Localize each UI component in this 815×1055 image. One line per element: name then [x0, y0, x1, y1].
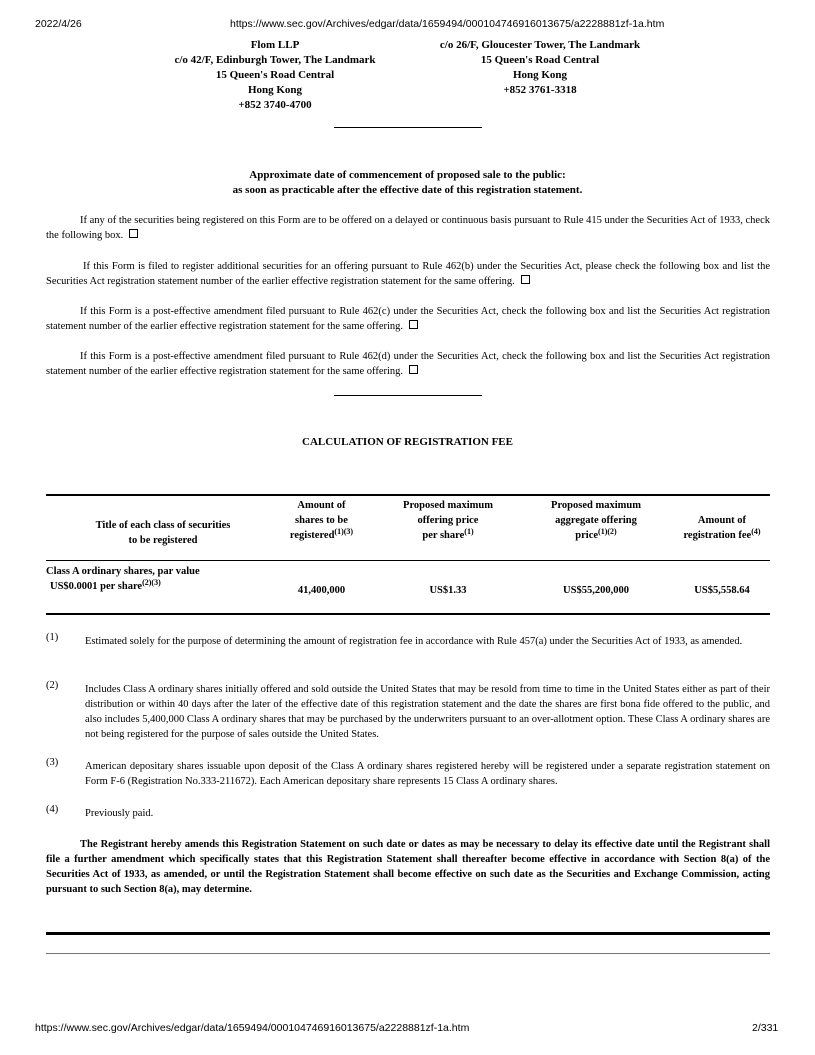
footnote-1-number: (1) — [46, 632, 59, 643]
paragraph-text: If this Form is a post-effective amendment filed pursuant to Rule 462(c) under the Securities Act, check the following box and list the Securities Act registration statement number of the earlier effective registration statement for the same offering. — [46, 306, 770, 332]
header-text: Amount of — [297, 500, 346, 511]
header-amount-registered — [270, 498, 373, 543]
rule-415-paragraph — [46, 213, 770, 243]
header-title-of-securities — [46, 518, 280, 548]
address-right-line: +852 3761-3318 — [503, 84, 577, 96]
address-left-line: Flom LLP — [250, 39, 300, 51]
footnote-ref: (1)(3) — [334, 527, 354, 536]
rule-462c-checkbox[interactable] — [409, 320, 418, 329]
closing-statement — [46, 837, 770, 897]
paragraph-text: If any of the securities being registered on this Form are to be offered on a delayed or continuous basis pursuant to Rule 415 under the Securities Act of 1933, check the following box. — [46, 215, 770, 241]
address-right-line: c/o 26/F, Gloucester Tower, The Landmark — [439, 39, 641, 51]
rule-462b-paragraph — [46, 259, 770, 289]
cell-registration-fee: US$5,558.64 — [694, 585, 750, 596]
fee-table-title: CALCULATION OF REGISTRATION FEE — [302, 436, 513, 448]
bottom-thick-rule — [46, 932, 770, 935]
header-text: registered — [289, 530, 335, 541]
header-text: aggregate offering — [555, 515, 637, 526]
header-text: Proposed maximum — [551, 500, 641, 511]
row-security-class — [46, 564, 276, 594]
header-text: per share — [422, 530, 465, 541]
cell-text: Class A ordinary shares, par value — [46, 566, 200, 577]
footnote-2-text: Includes Class A ordinary shares initially offered and sold outside the United States that may be resold from time to time in the United States either as part of their distribution or within 40 days after the later of the effective date of this registration statement and the date the shares are first bona fide offered to the public, and also includes 5,400,000 Class A ordinary shares that may be purchased by the underwriters pursuant to an over-allotment option. These Class A ordinary shares are not being registered for the purpose of sales outside the United States. — [85, 684, 770, 740]
footnote-ref: (4) — [751, 527, 761, 536]
header-text: registration fee — [683, 530, 752, 541]
address-left-line: c/o 42/F, Edinburgh Tower, The Landmark — [174, 54, 376, 66]
print-date: 2022/4/26 — [35, 18, 82, 30]
page-number: 2/331 — [752, 1022, 779, 1034]
rule-415-checkbox[interactable] — [129, 229, 138, 238]
footnote-1-text: Estimated solely for the purpose of determining the amount of registration fee in accordance with Rule 457(a) under the Securities Act of 1933, as amended. — [85, 636, 743, 647]
header-text: offering price — [417, 515, 479, 526]
header-text: price — [575, 530, 599, 541]
rule-462d-paragraph — [46, 349, 770, 379]
cell-aggregate-price: US$55,200,000 — [563, 585, 629, 596]
rule-462d-checkbox[interactable] — [409, 365, 418, 374]
table-header-rule — [46, 560, 770, 561]
table-bottom-rule — [46, 613, 770, 615]
address-left-line: Hong Kong — [247, 84, 303, 96]
footer-url: https://www.sec.gov/Archives/edgar/data/1659494/000104746916013675/a2228881zf-1a.htm — [35, 1022, 470, 1034]
cell-price-per-share: US$1.33 — [429, 585, 467, 596]
print-url: https://www.sec.gov/Archives/edgar/data/1659494/000104746916013675/a2228881zf-1a.htm — [230, 18, 665, 30]
paragraph-text: If this Form is a post-effective amendment filed pursuant to Rule 462(d) under the Securities Act, check the following box and list the Securities Act registration statement number of the earlier effective registration statement for the same offering. — [46, 351, 770, 377]
cell-text: US$0.0001 per share — [50, 581, 143, 592]
cell-amount-registered: 41,400,000 — [297, 585, 346, 596]
footnote-2-number: (2) — [46, 680, 59, 691]
address-right-line: Hong Kong — [512, 69, 568, 81]
header-text: Amount of — [697, 515, 747, 526]
footnote-ref: (1)(2) — [598, 527, 617, 536]
header-text: shares to be — [295, 515, 348, 526]
paragraph-text: If this Form is filed to register additional securities for an offering pursuant to Rule 462(b) under the Securities Act, please check the following box and list the Securities Act registration statement number of the earlier effective registration statement for the same offering. — [46, 261, 770, 287]
address-left-line: 15 Queen's Road Central — [215, 69, 335, 81]
header-text: to be registered — [128, 535, 198, 546]
header-text: Title of each class of securities — [95, 520, 231, 531]
rule-462b-checkbox[interactable] — [521, 275, 530, 284]
divider — [334, 395, 482, 396]
footnote-4-number: (4) — [46, 804, 59, 815]
footnote-ref: (2)(3) — [142, 578, 161, 587]
address-left — [140, 38, 410, 113]
address-left-line: +852 3740-4700 — [238, 99, 312, 111]
address-right — [405, 38, 675, 98]
footnote-4-text: Previously paid. — [85, 808, 154, 819]
header-registration-fee — [670, 513, 774, 543]
closing-text: The Registrant hereby amends this Registration Statement on such date or dates as may be necessary to delay its effective date until the Registrant shall file a further amendment which specifically states that this Registration Statement shall thereafter become effective in accordance with Section 8(a) of the Securities Act of 1933, as amended, or until the Registration Statement shall become effective on such date as the Securities and Exchange Commission, acting pursuant to such Section 8(a), may determine. — [46, 839, 770, 895]
table-top-rule — [46, 494, 770, 496]
address-right-line: 15 Queen's Road Central — [480, 54, 600, 66]
header-aggregate-price — [530, 498, 662, 543]
footnote-ref: (1) — [464, 527, 474, 536]
commencement-line-1: Approximate date of commencement of proposed sale to the public: — [249, 169, 566, 181]
commencement-line-2: as soon as practicable after the effective date of this registration statement. — [232, 184, 583, 196]
header-text: Proposed maximum — [403, 500, 493, 511]
bottom-thin-rule — [46, 953, 770, 954]
rule-462c-paragraph — [46, 304, 770, 334]
divider — [334, 127, 482, 128]
footnote-3-text: American depositary shares issuable upon deposit of the Class A ordinary shares registered hereby will be registered under a separate registration statement on Form F-6 (Registration No.333-211672). Each American depositary share represents 15 Class A ordinary shares. — [85, 761, 770, 787]
header-offering-price — [388, 498, 508, 543]
footnote-3-number: (3) — [46, 757, 59, 768]
